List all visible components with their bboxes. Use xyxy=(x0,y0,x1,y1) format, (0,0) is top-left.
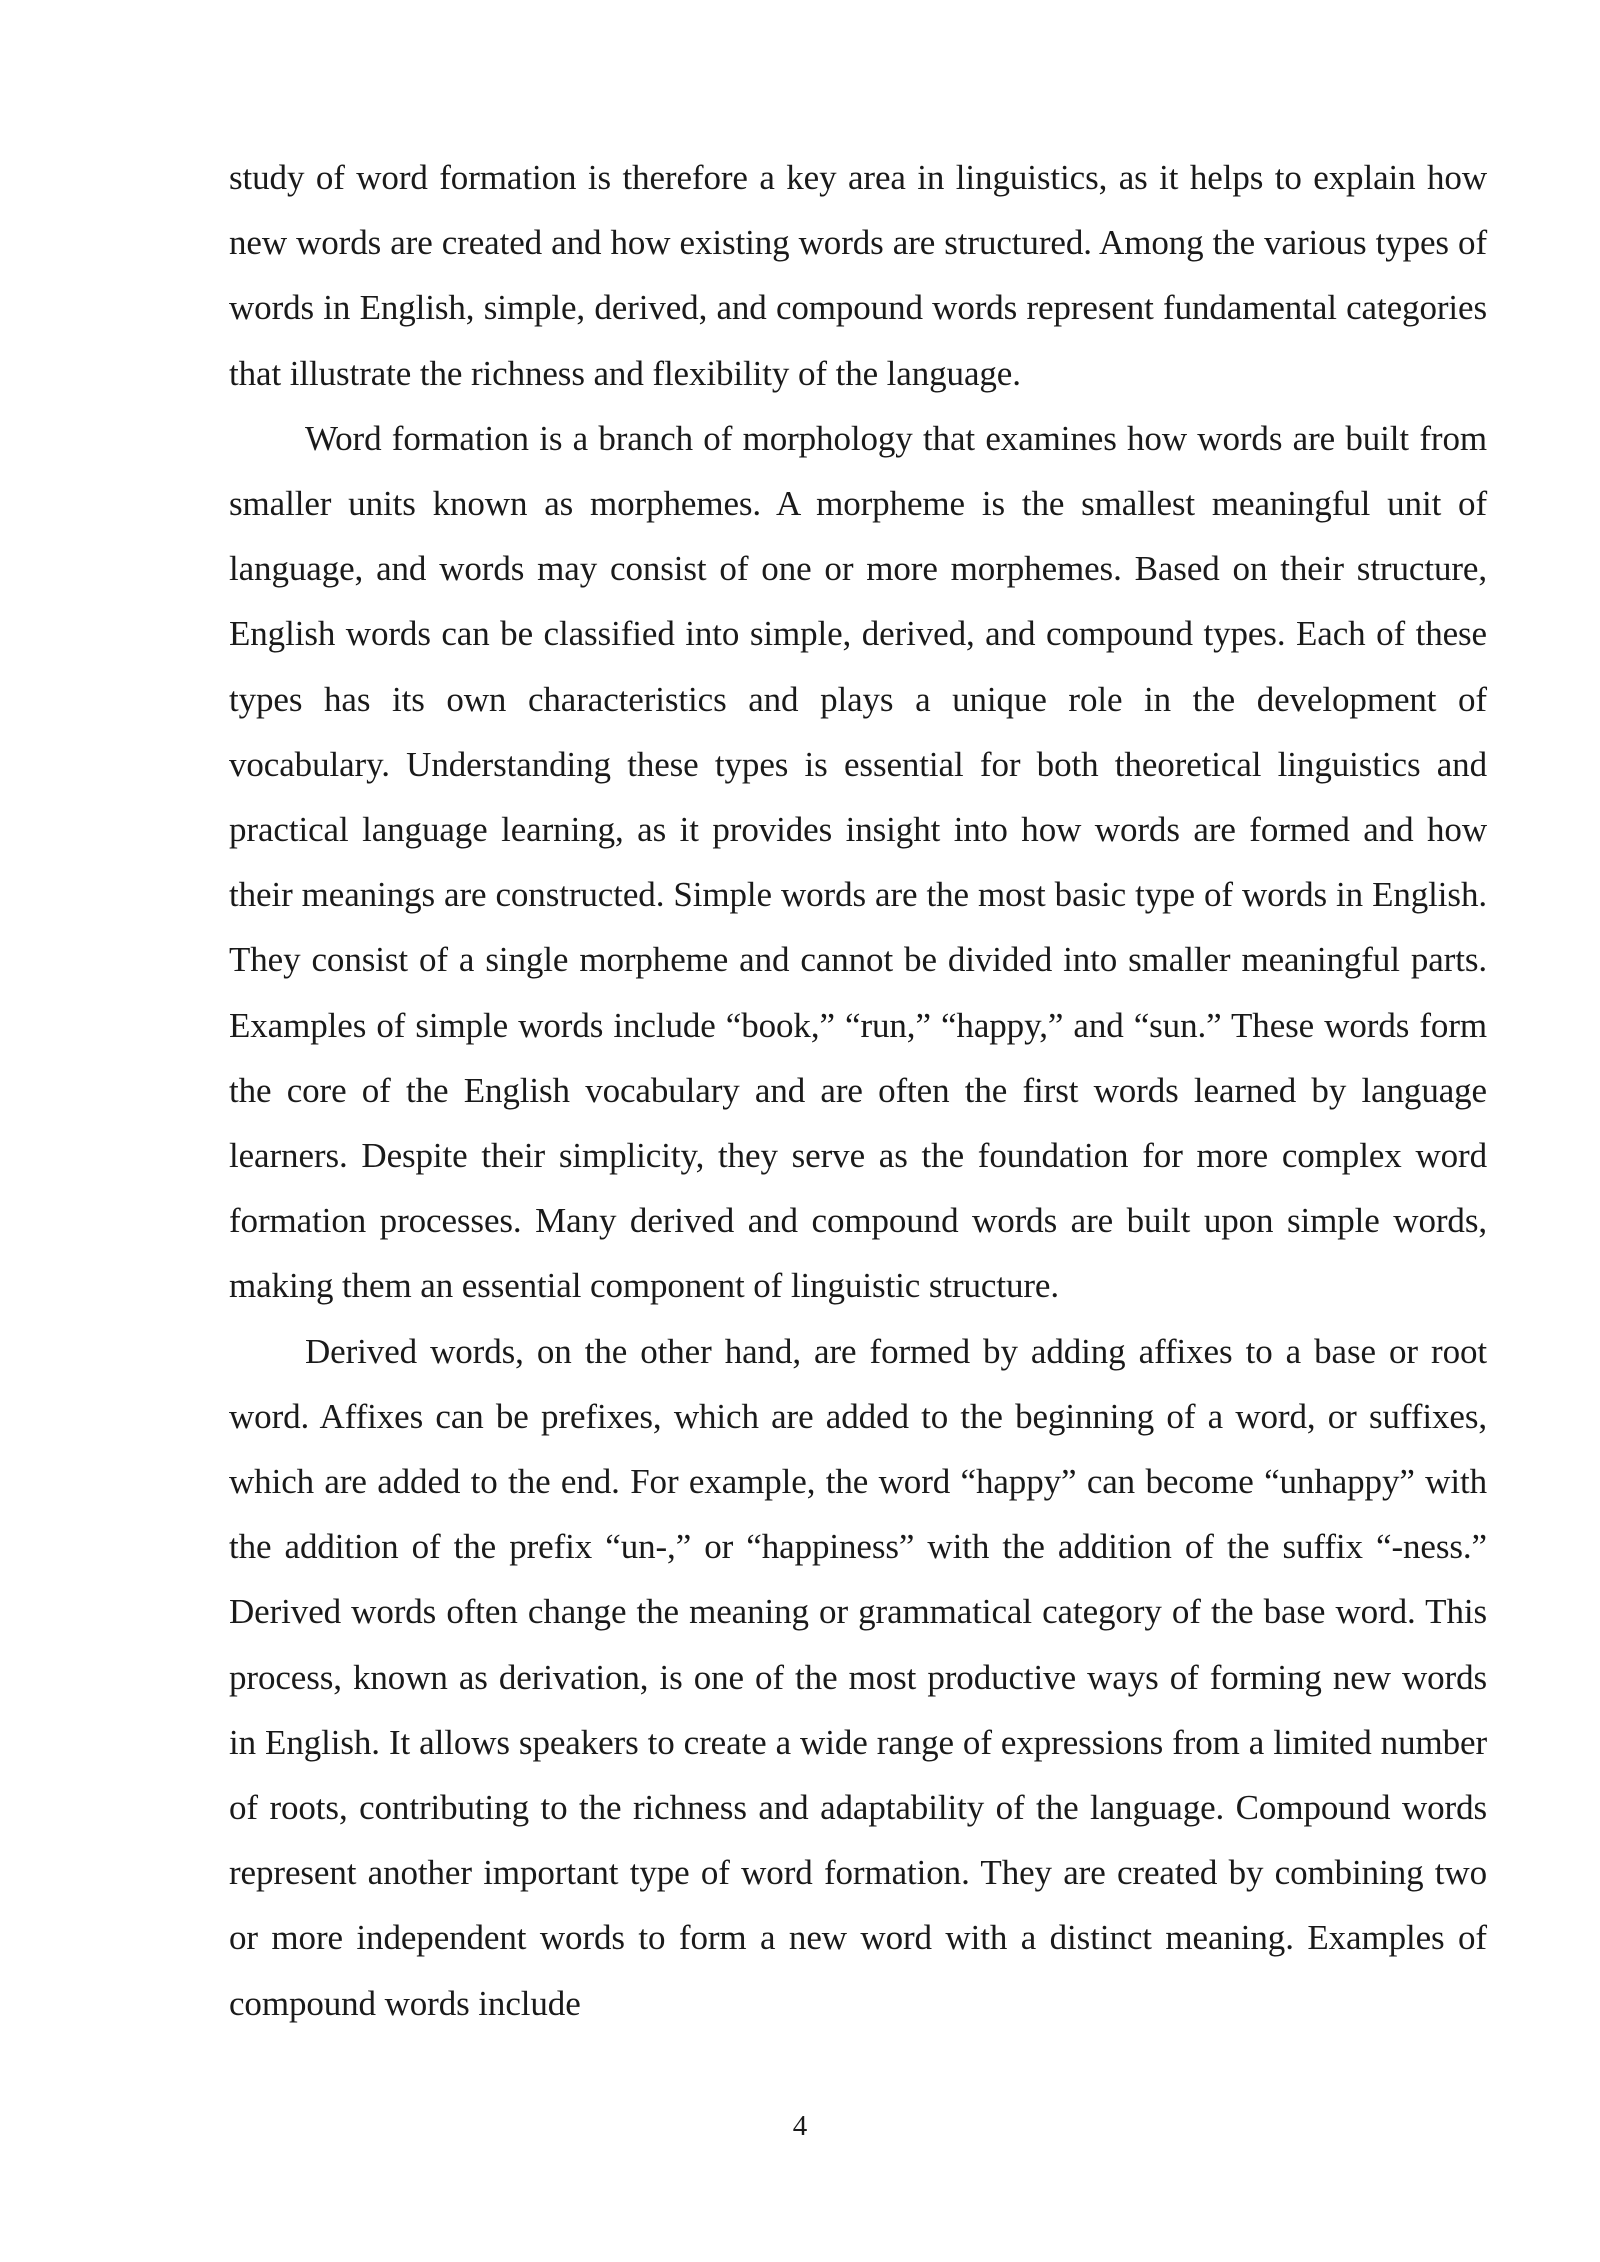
body-text xyxy=(229,145,1487,2036)
page-number: 4 xyxy=(792,2110,808,2142)
paragraph-1: study of word formation is therefore a key area in linguistics, as it helps to explain how new words are created and how existing words are structured. Among the various types of words in English, simple, derived, and compound words represent fundamental categories that illustrate the richness and flexibility of the language. xyxy=(229,158,1487,393)
paragraph-3: Derived words, on the other hand, are formed by adding affixes to a base or root word. Affixes can be prefixes, which are added to the beginning of a word, or suffixes, which are added to the end. For example, the word “happy” can become “unhappy” with the addition of the prefix “un-,” or “happiness” with the addition of the suffix “-ness.” Derived words often change the meaning or grammatical category of the base word. This process, known as derivation, is one of the most productive ways of forming new words in English. It allows speakers to create a wide range of expressions from a limited number of roots, contributing to the richness and adaptability of the language. Compound words represent another important type of word formation. They are created by combining two or more independent words to form a new word with a distinct meaning. Examples of compound words include xyxy=(229,1331,1487,2023)
paragraph-2: Word formation is a branch of morphology that examines how words are built from smaller units known as morphemes. A morpheme is the smallest meaningful unit of language, and words may consist of one or more morphemes. Based on their structure, English words can be classified into simple, derived, and compound types. Each of these types has its own characteristics and plays a unique role in the development of vocabulary. Understanding these types is essential for both theoretical linguistics and practical language learning, as it provides insight into how words are formed and how their meanings are constructed. Simple words are the most basic type of words in English. They consist of a single morpheme and cannot be divided into smaller meaningful parts. Examples of simple words include “book,” “run,” “happy,” and “sun.” These words form the core of the English vocabulary and are often the first words learned by language learners. Despite their simplicity, they serve as the foundation for more complex word formation processes. Many derived and compound words are built upon simple words, making them an essential component of linguistic structure. xyxy=(229,418,1487,1306)
